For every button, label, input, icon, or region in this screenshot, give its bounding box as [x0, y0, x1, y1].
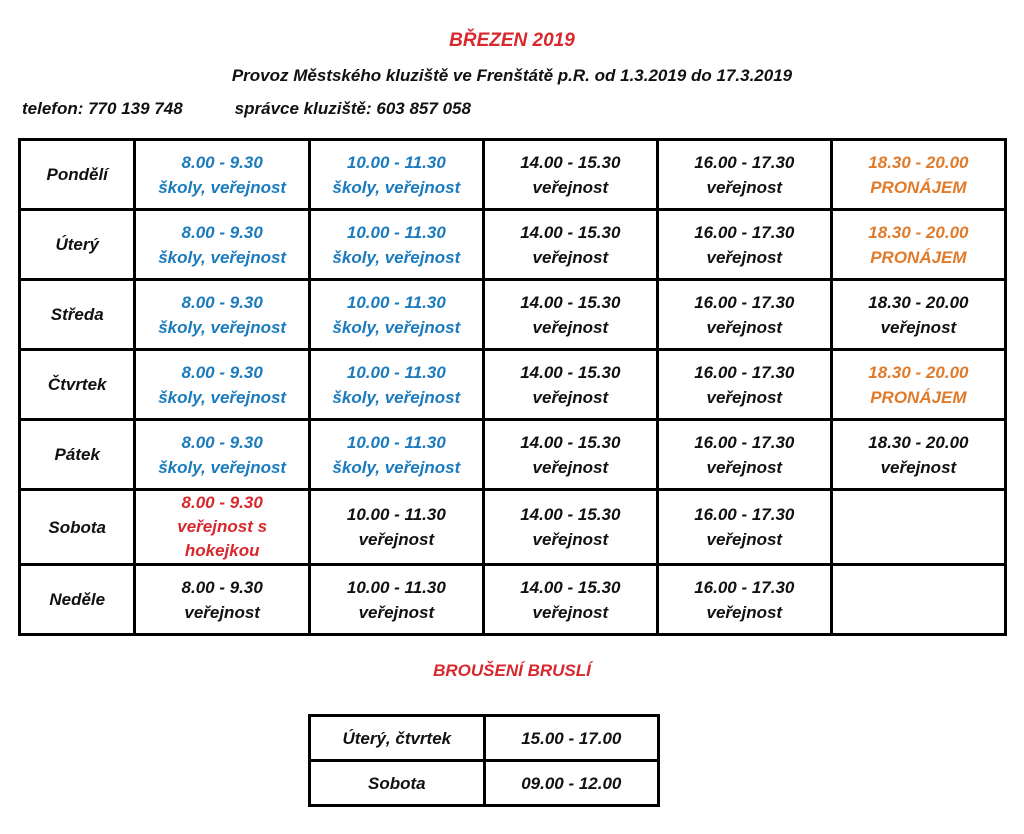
slot-label: veřejnost [880, 317, 957, 337]
slot-time: 10.00 - 11.30 [346, 505, 446, 524]
slot-label: školy, veřejnost [332, 177, 461, 197]
slot-label: školy, veřejnost [158, 457, 287, 477]
slot-label: veřejnost [706, 457, 783, 477]
slot-label: veřejnost [706, 602, 783, 622]
day-cell: Středa [20, 280, 135, 350]
table-row [20, 140, 1006, 210]
slot-time: 16.00 - 17.30 [694, 432, 795, 452]
slot-time: 14.00 - 15.30 [520, 222, 621, 242]
slot-label: veřejnost [532, 177, 609, 197]
sharpening-table [308, 714, 660, 807]
schedule-table [18, 138, 1007, 636]
slot-time: 16.00 - 17.30 [694, 222, 795, 242]
slot-time: 8.00 - 9.30 [181, 577, 263, 597]
slot-label: veřejnost [184, 602, 260, 622]
slot-time: 14.00 - 15.30 [520, 362, 621, 382]
slot-cell [831, 350, 1005, 420]
slot-label: veřejnost [706, 530, 783, 549]
slot-label: veřejnost [532, 457, 609, 477]
slot-time: 8.00 - 9.30 [181, 493, 263, 512]
slot-cell [135, 140, 309, 210]
slot-time: 8.00 - 9.30 [181, 152, 263, 172]
day-cell: Neděle [20, 565, 135, 635]
slot-time: 10.00 - 11.30 [346, 292, 446, 312]
slot-time: 18.30 - 20.00 [868, 292, 969, 312]
slot-cell [309, 140, 483, 210]
slot-label: veřejnost [532, 247, 609, 267]
slot-cell [657, 420, 831, 490]
phone-number: telefon: 770 139 748 [22, 99, 183, 118]
slot-label: veřejnost [358, 602, 435, 622]
slot-label: PRONÁJEM [870, 387, 967, 407]
slot-cell [483, 140, 657, 210]
slot-cell [309, 490, 483, 565]
slot-time: 8.00 - 9.30 [181, 362, 263, 382]
slot-label: veřejnost [706, 387, 783, 407]
slot-cell [135, 210, 309, 280]
slot-cell [135, 280, 309, 350]
table-row [310, 761, 659, 806]
table-row [20, 420, 1006, 490]
slot-cell [831, 140, 1005, 210]
slot-time: 16.00 - 17.30 [694, 505, 795, 524]
slot-cell [483, 490, 657, 565]
slot-label: PRONÁJEM [870, 177, 967, 197]
table-row [20, 490, 1006, 565]
day-cell: Úterý [20, 210, 135, 280]
slot-cell [135, 350, 309, 420]
slot-cell [309, 565, 483, 635]
slot-time: 8.00 - 9.30 [181, 222, 263, 242]
manager-phone: správce kluziště: 603 857 058 [234, 99, 471, 118]
slot-time: 16.00 - 17.30 [694, 292, 795, 312]
slot-cell [309, 350, 483, 420]
slot-cell [483, 210, 657, 280]
slot-cell [657, 140, 831, 210]
day-cell: Pondělí [20, 140, 135, 210]
slot-label: veřejnost [532, 530, 609, 549]
slot-label: školy, veřejnost [332, 387, 461, 407]
slot-cell [831, 210, 1005, 280]
slot-label: veřejnost [880, 457, 957, 477]
slot-time: 14.00 - 15.30 [520, 432, 621, 452]
slot-cell [135, 490, 309, 565]
slot-time: 16.00 - 17.30 [694, 577, 795, 597]
slot-label: PRONÁJEM [870, 247, 967, 267]
slot-label: školy, veřejnost [158, 247, 287, 267]
slot-time: 10.00 - 11.30 [346, 152, 446, 172]
table-row [20, 210, 1006, 280]
sharpening-day: Sobota [310, 761, 485, 806]
slot-time: 8.00 - 9.30 [181, 292, 263, 312]
sharpening-time: 15.00 - 17.00 [484, 716, 658, 761]
slot-cell [309, 420, 483, 490]
sharpening-day: Úterý, čtvrtek [310, 716, 485, 761]
slot-time: 14.00 - 15.30 [520, 292, 621, 312]
slot-cell [309, 210, 483, 280]
slot-cell [309, 280, 483, 350]
slot-cell [657, 350, 831, 420]
slot-time: 14.00 - 15.30 [520, 577, 621, 597]
slot-time: 18.30 - 20.00 [868, 432, 969, 452]
slot-cell [657, 210, 831, 280]
slot-label: školy, veřejnost [332, 317, 461, 337]
empty-slot-cell [831, 565, 1005, 635]
table-row [310, 716, 659, 761]
slot-time: 14.00 - 15.30 [520, 152, 621, 172]
slot-cell [657, 280, 831, 350]
slot-time: 18.30 - 20.00 [868, 362, 969, 382]
slot-label: veřejnost [706, 317, 783, 337]
slot-cell [135, 565, 309, 635]
sharpening-time: 09.00 - 12.00 [484, 761, 658, 806]
contact-line [22, 99, 471, 119]
slot-time: 8.00 - 9.30 [181, 432, 263, 452]
slot-time: 10.00 - 11.30 [346, 222, 446, 242]
day-cell: Sobota [20, 490, 135, 565]
slot-time: 18.30 - 20.00 [868, 152, 969, 172]
slot-cell [657, 490, 831, 565]
slot-cell [657, 565, 831, 635]
day-cell: Čtvrtek [20, 350, 135, 420]
sharpening-title: BROUŠENÍ BRUSLÍ [433, 661, 591, 680]
page-title: BŘEZEN 2019 [449, 30, 575, 51]
slot-cell [483, 280, 657, 350]
slot-label: školy, veřejnost [158, 317, 287, 337]
slot-time: 18.30 - 20.00 [868, 222, 969, 242]
slot-cell [135, 420, 309, 490]
slot-label: veřejnost [532, 602, 609, 622]
slot-label: veřejnost [358, 530, 435, 549]
slot-time: 10.00 - 11.30 [346, 362, 446, 382]
slot-cell [483, 565, 657, 635]
page-subtitle: Provoz Městského kluziště ve Frenštátě p.R. od 1.3.2019 do 17.3.2019 [231, 66, 793, 85]
table-row [20, 565, 1006, 635]
slot-label: veřejnost [706, 177, 783, 197]
table-row [20, 280, 1006, 350]
slot-cell [831, 420, 1005, 490]
slot-time: 14.00 - 15.30 [520, 505, 621, 524]
slot-label: školy, veřejnost [332, 457, 461, 477]
slot-time: 10.00 - 11.30 [346, 577, 446, 597]
slot-label: veřejnost [706, 247, 783, 267]
slot-cell [831, 280, 1005, 350]
slot-time: 10.00 - 11.30 [346, 432, 446, 452]
empty-slot-cell [831, 490, 1005, 565]
day-cell: Pátek [20, 420, 135, 490]
slot-time: 16.00 - 17.30 [694, 362, 795, 382]
slot-label: školy, veřejnost [158, 387, 287, 407]
slot-cell [483, 350, 657, 420]
slot-label: veřejnost s hokejkou [177, 517, 268, 560]
slot-label: veřejnost [532, 317, 609, 337]
slot-time: 16.00 - 17.30 [694, 152, 795, 172]
slot-label: školy, veřejnost [158, 177, 287, 197]
table-row [20, 350, 1006, 420]
slot-cell [483, 420, 657, 490]
slot-label: školy, veřejnost [332, 247, 461, 267]
slot-label: veřejnost [532, 387, 609, 407]
